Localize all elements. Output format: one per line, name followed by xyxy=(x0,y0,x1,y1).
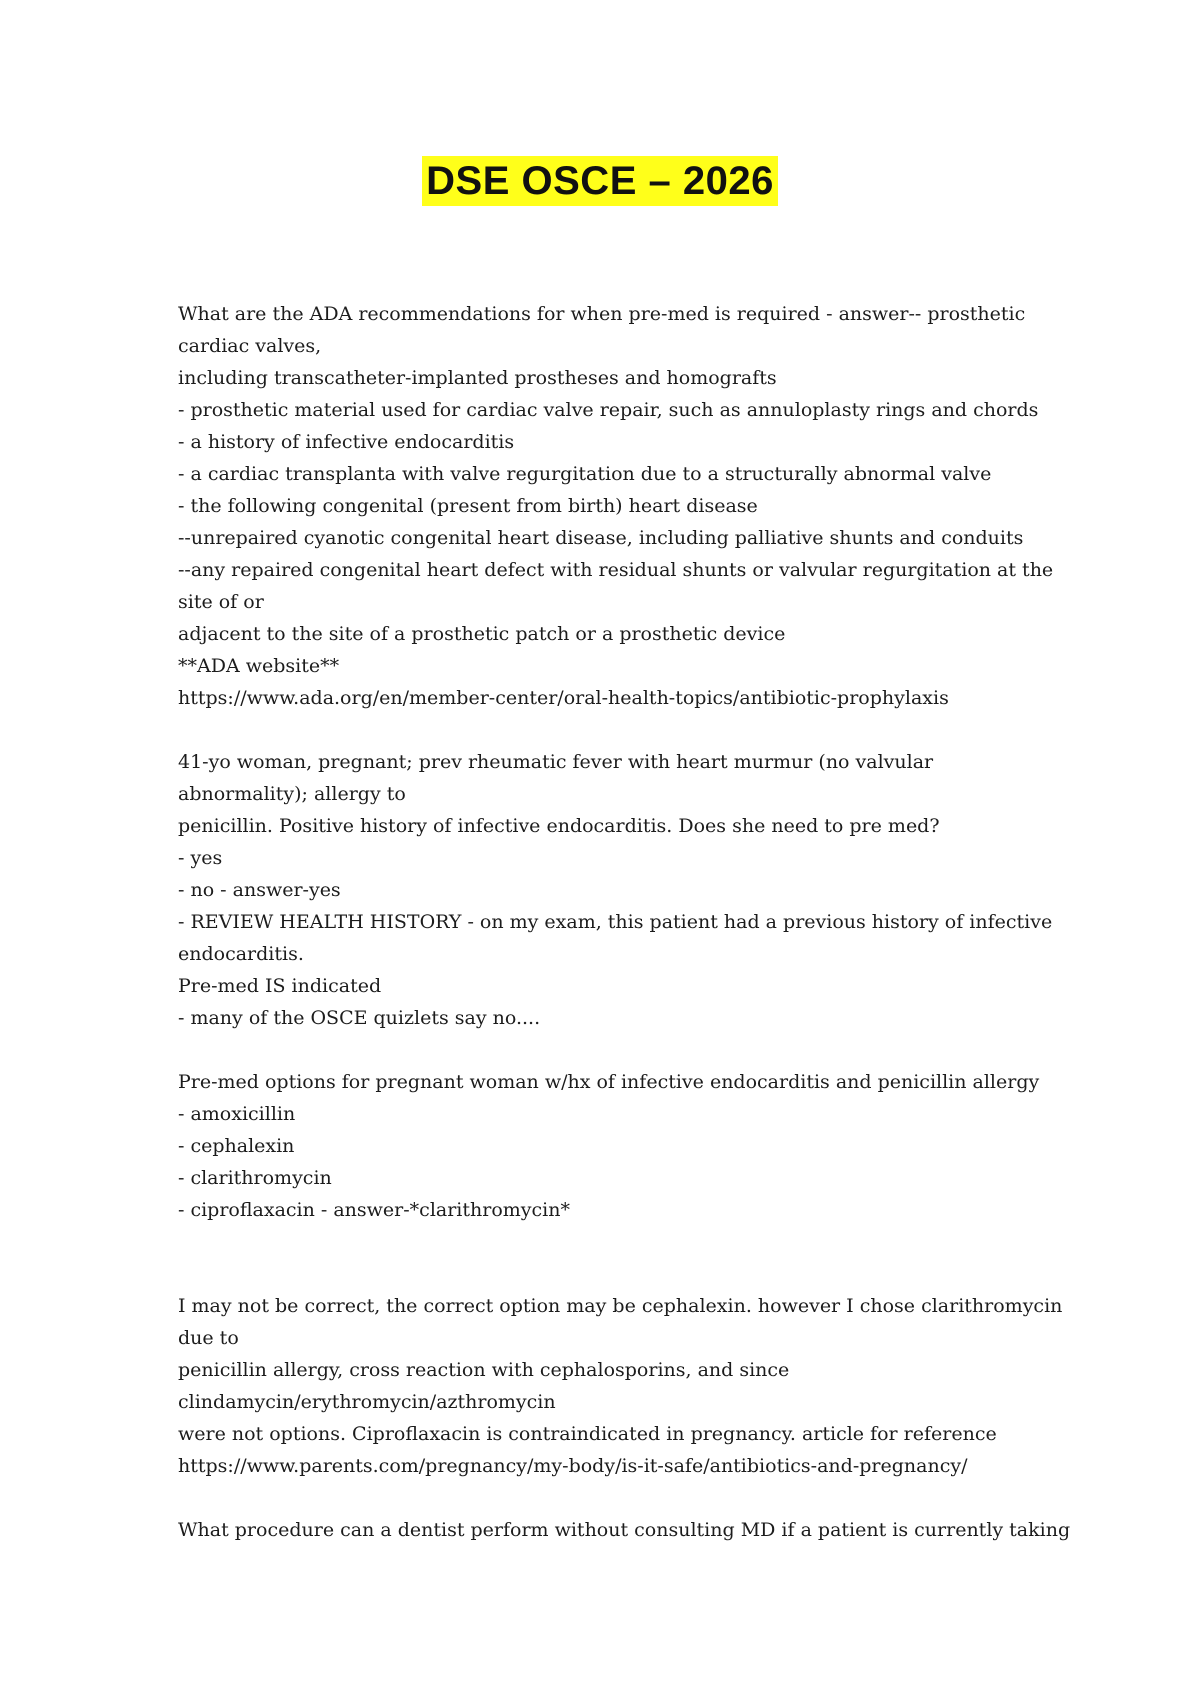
text-line: - no - answer-yes xyxy=(178,879,341,901)
paragraph-gap xyxy=(178,1034,1038,1066)
paragraph-gap xyxy=(178,714,1038,746)
text-line: - a history of infective endocarditis xyxy=(178,431,515,453)
text-line: --unrepaired cyanotic congenital heart disease, including palliative shunts and conduits xyxy=(178,527,1024,549)
text-line xyxy=(178,1258,1038,1290)
text-line: penicillin. Positive history of infective endocarditis. Does she need to pre med? xyxy=(178,815,940,837)
text-line: - REVIEW HEALTH HISTORY - on my exam, this patient had a previous history of infective xyxy=(178,911,1053,933)
text-line: were not options. Ciproflaxacin is contraindicated in pregnancy. article for reference xyxy=(178,1423,997,1445)
document-body xyxy=(178,298,1071,1546)
text-line: including transcatheter-implanted prostheses and homografts xyxy=(178,367,777,389)
text-line: - ciproflaxacin - answer-*clarithromycin* xyxy=(178,1199,570,1221)
paragraph-2 xyxy=(178,746,1053,1034)
text-line: - a cardiac transplanta with valve regurgitation due to a structurally abnormal valve xyxy=(178,463,992,485)
text-line: https://www.ada.org/en/member-center/oral-health-topics/antibiotic-prophylaxis xyxy=(178,687,949,709)
text-line: adjacent to the site of a prosthetic patch or a prosthetic device xyxy=(178,623,786,645)
document-title: DSE OSCE – 2026 xyxy=(422,156,778,206)
text-line: **ADA website** xyxy=(178,655,340,677)
paragraph-gap xyxy=(178,1226,1038,1258)
text-line: Pre-med options for pregnant woman w/hx of infective endocarditis and penicillin allergy xyxy=(178,1071,1040,1093)
text-line: endocarditis. xyxy=(178,943,304,965)
paragraph-3 xyxy=(178,1066,1038,1226)
text-line: abnormality); allergy to xyxy=(178,783,406,805)
text-line: site of or xyxy=(178,591,264,613)
text-line: - yes xyxy=(178,847,223,869)
text-line: - many of the OSCE quizlets say no.... xyxy=(178,1007,541,1029)
text-line: --any repaired congenital heart defect with residual shunts or valvular regurgitation at the xyxy=(178,559,1054,581)
text-line: - clarithromycin xyxy=(178,1167,332,1189)
paragraph-4 xyxy=(178,1258,1063,1482)
text-line: penicillin allergy, cross reaction with cephalosporins, and since xyxy=(178,1359,790,1381)
text-line: cardiac valves, xyxy=(178,335,322,357)
text-line: What are the ADA recommendations for when pre-med is required - answer-- prosthetic xyxy=(178,303,1026,325)
text-line: https://www.parents.com/pregnancy/my-body/is-it-safe/antibiotics-and-pregnancy/ xyxy=(178,1455,968,1477)
title-wrap xyxy=(0,156,1200,206)
text-line: clindamycin/erythromycin/azthromycin xyxy=(178,1391,556,1413)
paragraph-5 xyxy=(178,1514,1071,1546)
text-line: - amoxicillin xyxy=(178,1103,296,1125)
text-line: - prosthetic material used for cardiac valve repair, such as annuloplasty rings and chords xyxy=(178,399,1039,421)
text-line: - cephalexin xyxy=(178,1135,295,1157)
text-line: Pre-med IS indicated xyxy=(178,975,382,997)
text-line: What procedure can a dentist perform without consulting MD if a patient is currently taking xyxy=(178,1519,1071,1541)
text-line: - the following congenital (present from birth) heart disease xyxy=(178,495,758,517)
paragraph-1 xyxy=(178,298,1054,714)
text-line: 41-yo woman, pregnant; prev rheumatic fever with heart murmur (no valvular xyxy=(178,751,934,773)
paragraph-gap xyxy=(178,1482,1038,1514)
text-line: I may not be correct, the correct option may be cephalexin. however I chose clarithromycin xyxy=(178,1295,1063,1317)
text-line: due to xyxy=(178,1327,239,1349)
